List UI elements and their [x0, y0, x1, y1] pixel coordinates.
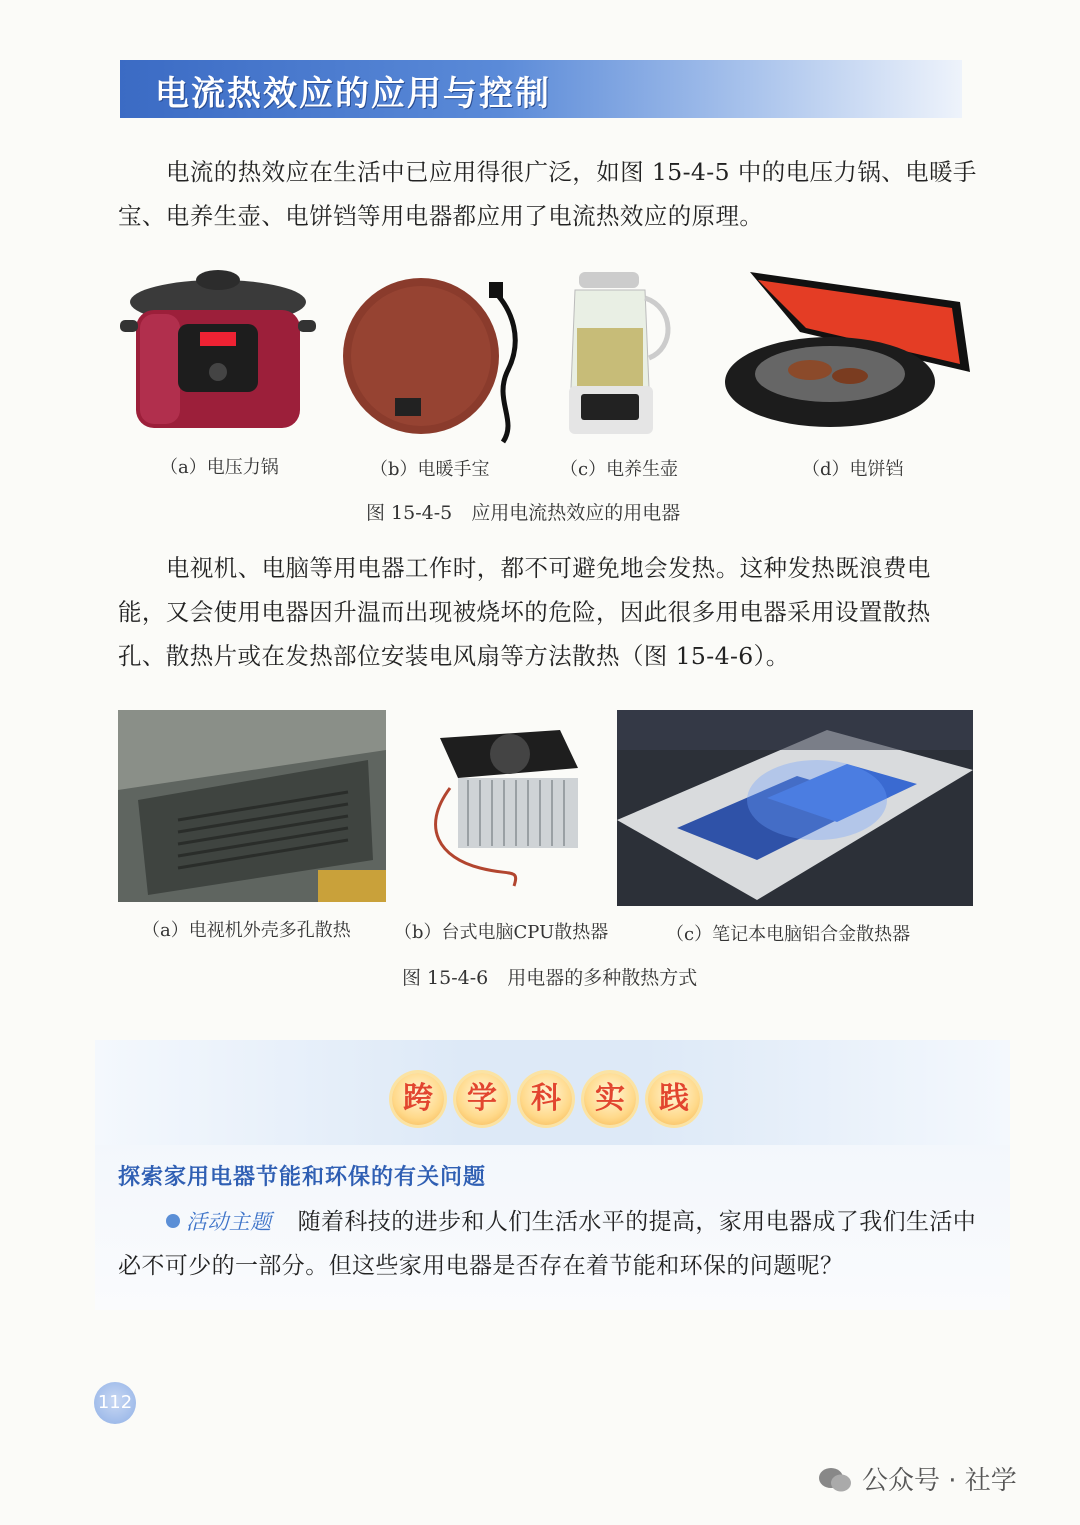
page-number: 112: [94, 1382, 136, 1424]
figure1-caption: 图 15-4-5 应用电流热效应的用电器: [366, 502, 681, 524]
watermark: [818, 1460, 1017, 1497]
figure1-label-b: （b）电暖手宝: [370, 459, 490, 480]
tv-casing-image: [118, 710, 386, 902]
watermark-text: 公众号 · 社学: [862, 1466, 1017, 1496]
figure2-label-a: （a）电视机外壳多孔散热: [142, 920, 351, 941]
figure1-label-c: （c）电养生壶: [560, 459, 679, 480]
figure2-label-c: （c）笔记本电脑铝合金散热器: [666, 924, 911, 945]
practice-topic: 探索家用电器节能和环保的有关问题: [118, 1165, 487, 1190]
cpu-cooler-image: [410, 718, 590, 890]
electric-griddle-image: [720, 262, 975, 440]
activity-text: 随着科技的进步和人们生活水平的提高，家用电器成了我们生活中必不可少的一部分。但这些家用电器是否存在着节能和环保的问题呢？: [118, 1209, 977, 1279]
figure1-label-a: （a）电压力锅: [160, 457, 279, 478]
bullet-icon: [166, 1214, 180, 1228]
hand-warmer-image: [343, 270, 533, 445]
wechat-icon: [818, 1467, 852, 1493]
section-title: 电流热效应的应用与控制: [155, 74, 551, 114]
figure1-label-d: （d）电饼铛: [802, 459, 904, 480]
practice-badge-3: 科: [520, 1073, 572, 1125]
practice-badge-5: 践: [648, 1073, 700, 1125]
health-kettle-image: [565, 268, 693, 443]
activity-paragraph: [118, 1200, 978, 1288]
paragraph-2: 电视机、电脑等用电器工作时，都不可避免地会发热。这种发热既浪费电能，又会使用电器因升温而出现被烧坏的危险，因此很多用电器采用设置散热孔、散热片或在发热部位安装电风扇等方法散热（图 15-4-6）。: [118, 554, 931, 670]
activity-label: 活动主题: [186, 1210, 272, 1234]
laptop-cooler-image: [617, 710, 973, 906]
practice-badge-1: 跨: [392, 1073, 444, 1125]
practice-badge-4: 实: [584, 1073, 636, 1125]
figure2-label-b: （b）台式电脑CPU散热器: [394, 922, 609, 943]
pressure-cooker-image: [118, 262, 318, 440]
paragraph-1: 电流的热效应在生活中已应用得很广泛，如图 15-4-5 中的电压力锅、电暖手宝、电养生壶、电饼铛等用电器都应用了电流热效应的原理。: [118, 158, 977, 230]
practice-badge-2: 学: [456, 1073, 508, 1125]
figure2-caption: 图 15-4-6 用电器的多种散热方式: [402, 967, 698, 989]
